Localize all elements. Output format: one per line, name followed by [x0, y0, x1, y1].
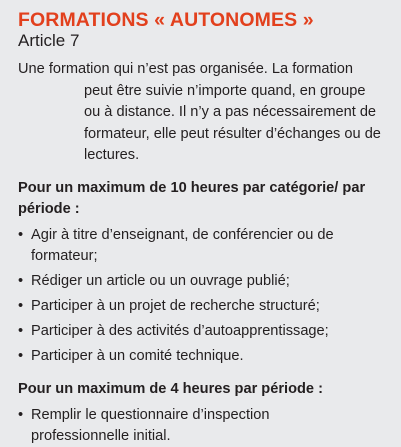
section-heading-line: période :: [18, 200, 80, 217]
bullet-icon: •: [18, 406, 24, 423]
list-item-text: Rédiger un article ou un ouvrage publié;: [31, 272, 290, 289]
list-item-text: Remplir le questionnaire d’inspection: [31, 406, 270, 423]
section-heading-10h: [18, 178, 391, 220]
article-number: Article 7: [18, 31, 80, 50]
list-item: [18, 321, 391, 342]
bullet-icon: •: [18, 322, 24, 339]
bullet-icon: •: [18, 272, 24, 289]
intro-paragraph: [18, 59, 391, 167]
page-title: FORMATIONS « AUTONOMES »: [18, 9, 314, 31]
list-item-text: formateur;: [31, 247, 98, 264]
bullet-list-10h: [18, 225, 391, 367]
list-item: [18, 296, 391, 317]
intro-line: ou à distance. Il n’y a pas nécessairement de: [84, 104, 377, 121]
intro-line: formateur, elle peut résulter d’échanges ou de: [84, 125, 381, 142]
list-item: [18, 405, 391, 447]
list-item: [18, 346, 391, 367]
list-item-text: Participer à des activités d’autoapprentissage;: [31, 322, 329, 339]
bullet-icon: •: [18, 226, 24, 243]
section-heading-4h: [18, 379, 391, 400]
section-heading-line: Pour un maximum de 10 heures par catégorie/ par: [18, 179, 366, 196]
bullet-list-4h: [18, 405, 391, 447]
list-item: [18, 271, 391, 292]
list-item: [18, 225, 391, 267]
intro-line: peut être suivie n’importe quand, en groupe: [84, 82, 366, 99]
list-item-text: Participer à un projet de recherche structuré;: [31, 297, 320, 314]
intro-line: Une formation qui n’est pas organisée. La formation: [18, 61, 354, 77]
list-item-text: Agir à titre d’enseignant, de conférencier ou de: [31, 226, 334, 243]
list-item-text: professionnelle initial.: [31, 427, 171, 444]
intro-line: lectures.: [84, 147, 140, 164]
bullet-icon: •: [18, 297, 24, 314]
bullet-icon: •: [18, 347, 24, 364]
section-heading-line: Pour un maximum de 4 heures par période :: [18, 380, 323, 397]
list-item-text: Participer à un comité technique.: [31, 347, 244, 364]
